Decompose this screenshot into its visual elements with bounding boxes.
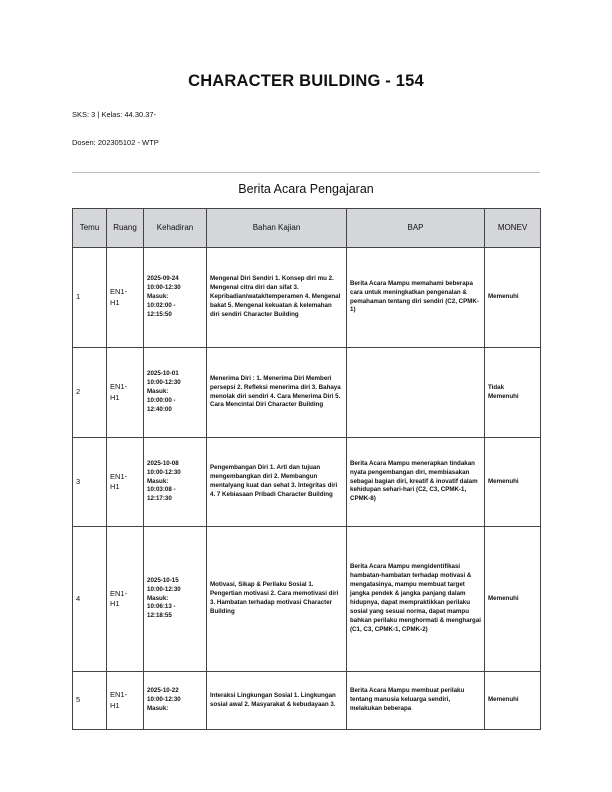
cell-temu: 2 — [73, 348, 107, 438]
cell-ruang: EN1- H1 — [107, 348, 144, 438]
table-row — [73, 438, 541, 527]
header-bahan-kajian: Bahan Kajian — [207, 209, 347, 248]
cell-bap: Berita Acara Mampu membuat perilaku tentang manusia keluarga sendiri, melakukan beberapa — [347, 672, 485, 730]
header-temu: Temu — [73, 209, 107, 248]
cell-bahan-kajian: Interaksi Lingkungan Sosial 1. Lingkungan sosial awal 2. Masyarakat & kebudayaan 3. — [207, 672, 347, 730]
lecturer-line: Dosen: 202305102 - WTP — [72, 138, 159, 147]
cell-bahan-kajian: Motivasi, Sikap & Perilaku Sosial 1. Pengertian motivasi 2. Cara memotivasi diri 3. Hambatan terhadap motivasi Character Building — [207, 527, 347, 672]
cell-monev: Memenuhi — [485, 672, 541, 730]
table-row — [73, 248, 541, 348]
teaching-report-table — [72, 208, 541, 730]
cell-bap: Berita Acara Mampu memahami beberapa cara untuk meningkatkan pengenalan & pemahaman tentang diri sendiri (C2, CPMK-1) — [347, 248, 485, 348]
cell-monev: Memenuhi — [485, 527, 541, 672]
cell-kehadiran: 2025-09-24 10:00-12:30 Masuk: 10:02:00 - 12:15:50 — [144, 248, 207, 348]
cell-bap: Berita Acara Mampu mengidentifikasi hambatan-hambatan terhadap motivasi & mengatasinya, mampu membuat target jangka pendek & jangka panjang dalam hidupnya, dapat mempraktikkan perilaku sosial yang sesuai norma, dapat mampu bahkan perilaku menghormati & menghargai (C1, C3, CPMK-1, CPMK-2) — [347, 527, 485, 672]
cell-monev: Memenuhi — [485, 438, 541, 527]
cell-bahan-kajian: Menerima Diri : 1. Menerima Diri Memberi persepsi 2. Refleksi menerima diri 3. Bahaya menolak diri sendiri 4. Cara Menerima Diri 5. Cara Mencintai Diri Character Building — [207, 348, 347, 438]
header-bap: BAP — [347, 209, 485, 248]
divider — [72, 172, 540, 173]
cell-temu: 1 — [73, 248, 107, 348]
cell-kehadiran: 2025-10-22 10:00-12:30 Masuk: — [144, 672, 207, 730]
header-monev: MONEV — [485, 209, 541, 248]
section-title: Berita Acara Pengajaran — [238, 182, 374, 196]
cell-monev: Memenuhi — [485, 248, 541, 348]
table-row — [73, 527, 541, 672]
cell-ruang: EN1- H1 — [107, 248, 144, 348]
cell-bap — [347, 348, 485, 438]
cell-ruang: EN1- H1 — [107, 527, 144, 672]
cell-bap: Berita Acara Mampu menerapkan tindakan nyata pengembangan diri, membiasakan sebagai bagian diri, kreatif & inovatif dalam kehidupan sehari-hari (C2, C3, CPMK-1, CPMK-8) — [347, 438, 485, 527]
cell-monev: Tidak Memenuhi — [485, 348, 541, 438]
cell-bahan-kajian: Pengembangan Diri 1. Arti dan tujuan mengembangkan diri 2. Membangun mentalyang kuat dan sehat 3. Integritas diri 4. 7 Kebiasaan Pribadi Character Building — [207, 438, 347, 527]
cell-kehadiran: 2025-10-08 10:00-12:30 Masuk: 10:03:08 - 12:17:30 — [144, 438, 207, 527]
sks-class-line: SKS: 3 | Kelas: 44.30.37- — [72, 110, 157, 119]
header-ruang: Ruang — [107, 209, 144, 248]
cell-temu: 3 — [73, 438, 107, 527]
table-header-row — [73, 209, 541, 248]
cell-ruang: EN1- H1 — [107, 672, 144, 730]
table-row — [73, 348, 541, 438]
cell-ruang: EN1- H1 — [107, 438, 144, 527]
document-title: CHARACTER BUILDING - 154 — [188, 72, 424, 90]
cell-bahan-kajian: Mengenal Diri Sendiri 1. Konsep diri mu 2. Mengenal citra diri dan sifat 3. Kepribadian/watak/temperamen 4. Mengenal bakat 5. Mengenal kekuatan & kelemahan diri sendiri Character Building — [207, 248, 347, 348]
cell-kehadiran: 2025-10-15 10:00-12:30 Masuk: 10:06:13 - 12:18:55 — [144, 527, 207, 672]
header-kehadiran: Kehadiran — [144, 209, 207, 248]
table-row — [73, 672, 541, 730]
cell-temu: 4 — [73, 527, 107, 672]
cell-kehadiran: 2025-10-01 10:00-12:30 Masuk: 10:00:00 - 12:40:00 — [144, 348, 207, 438]
cell-temu: 5 — [73, 672, 107, 730]
